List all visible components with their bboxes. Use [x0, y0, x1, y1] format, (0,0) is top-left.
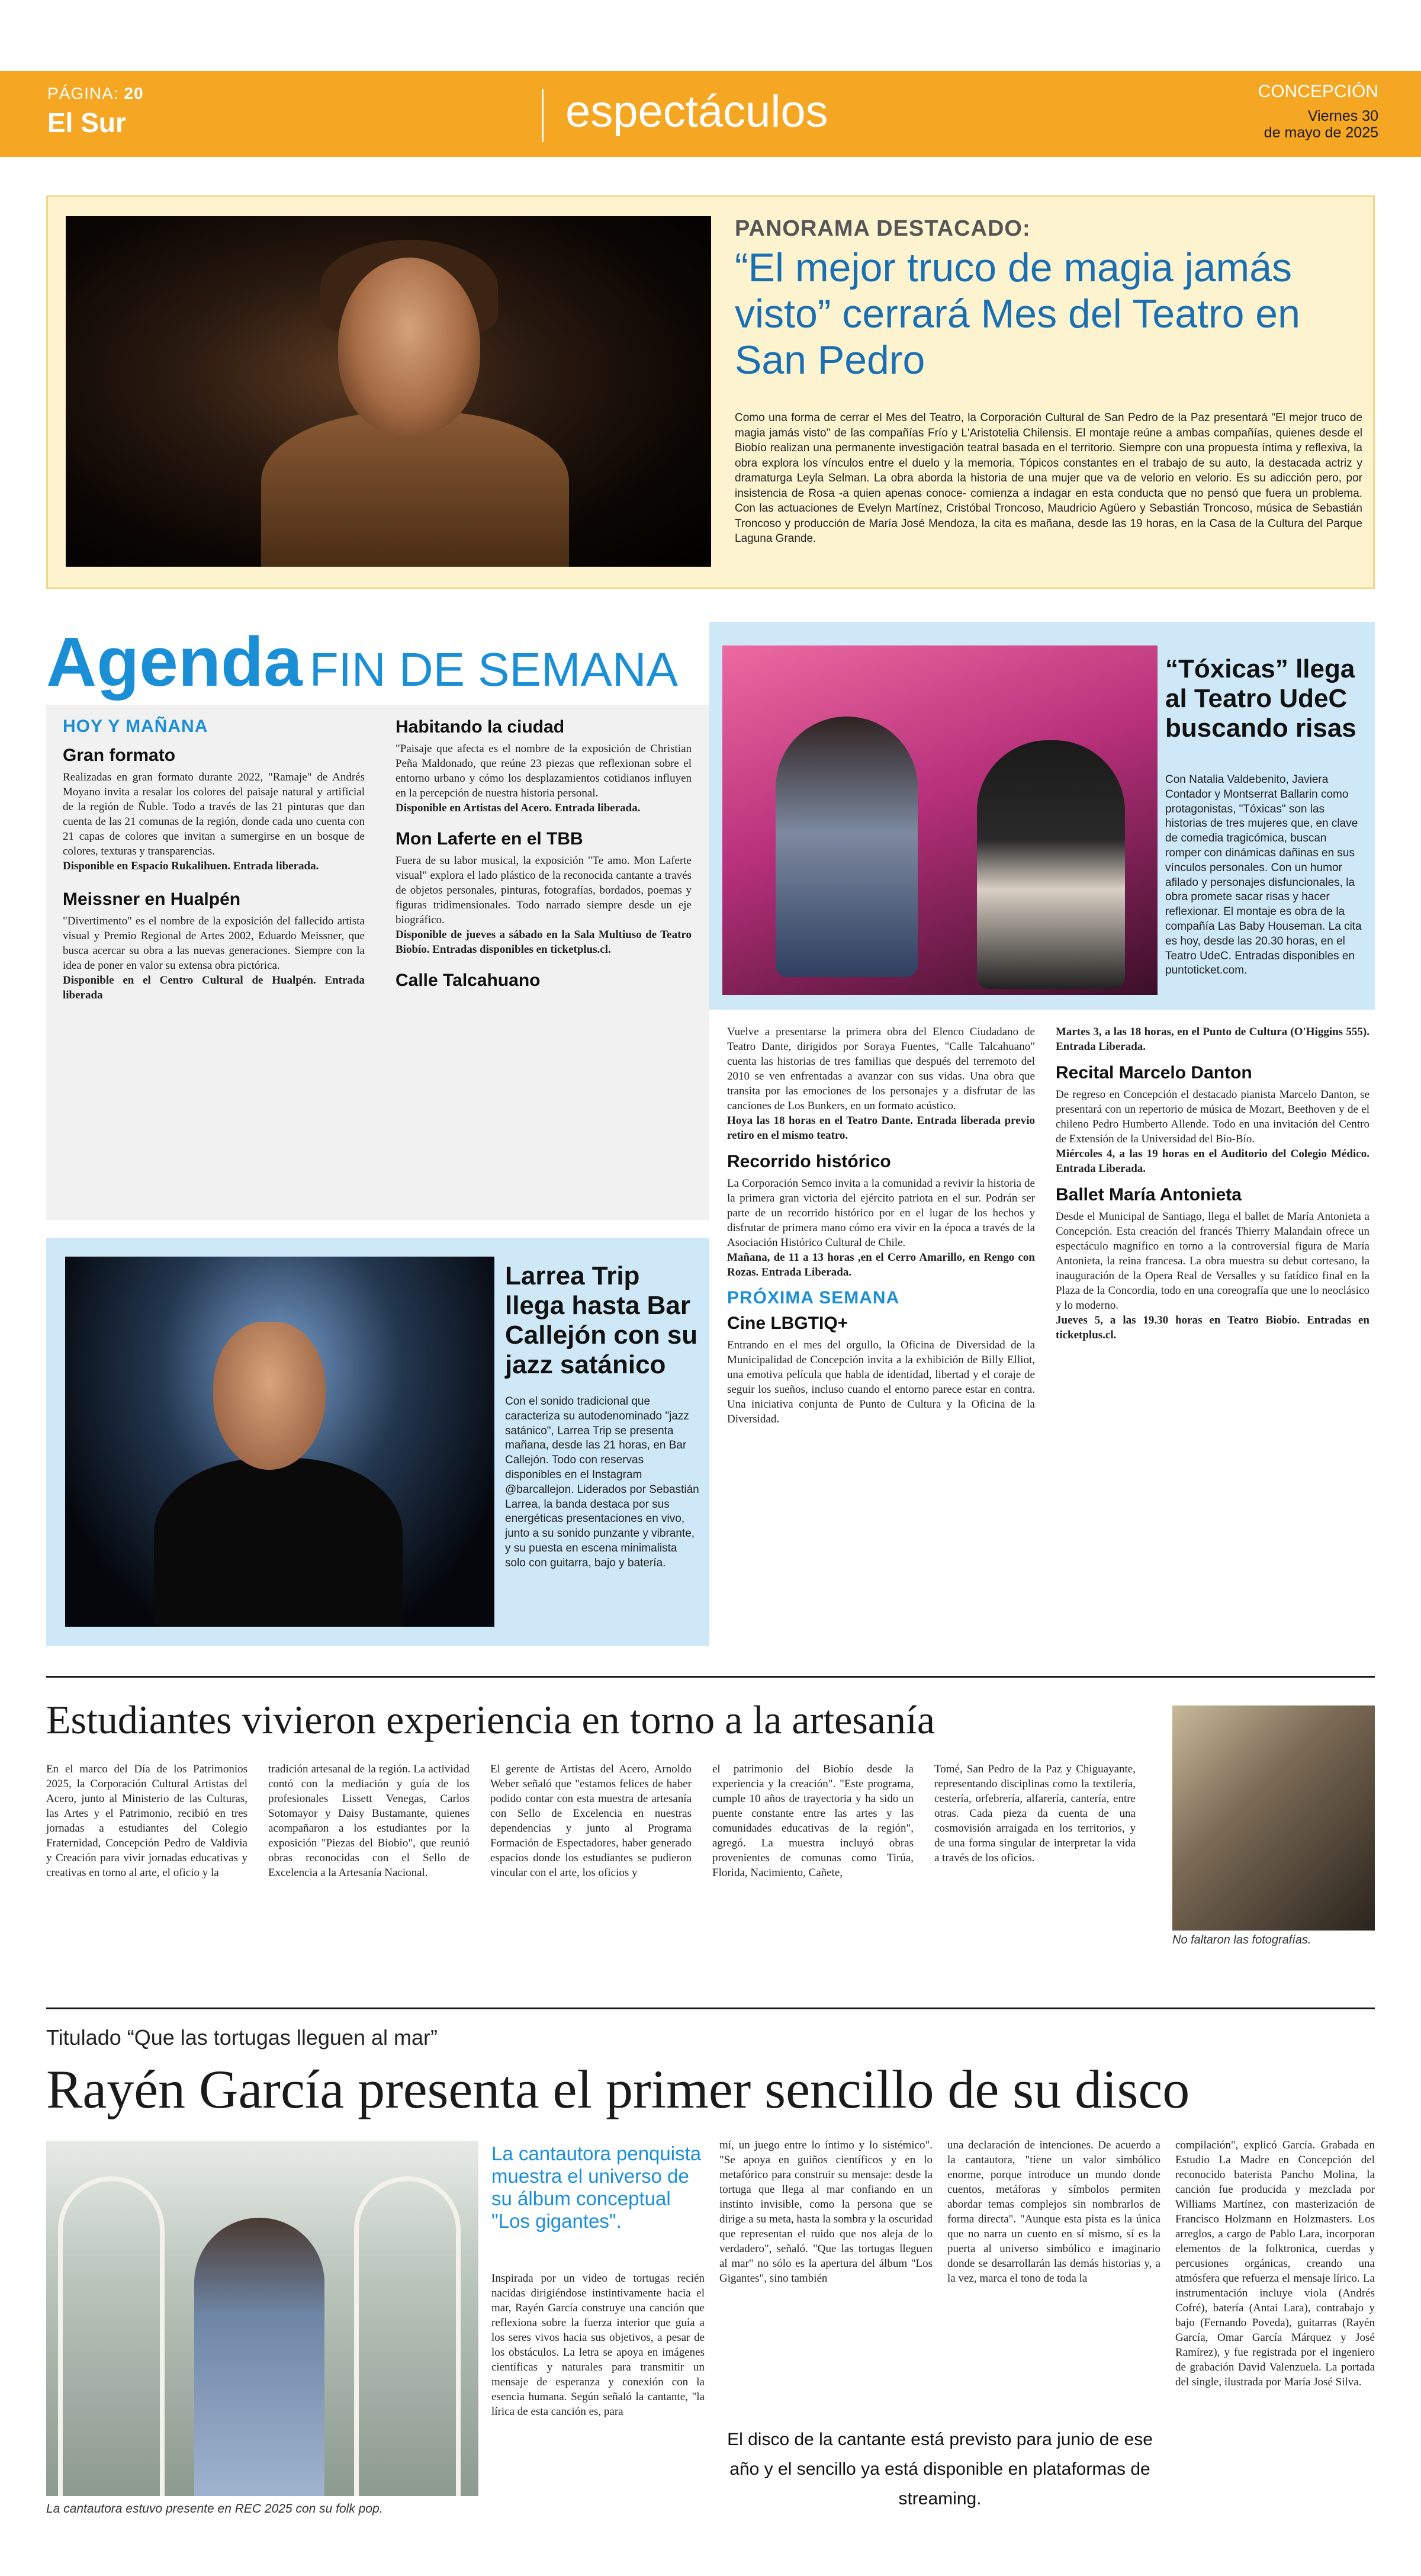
item-body: Entrando en el mes del orgullo, la Oficina de Diversidad de la Municipalidad de Concepción invita a la exhibición de Billy Elliot, una emotiva película que habla de identidad, libertad y el coraje de seguir los sueños, incluso cuando el entorno parece estar en contra. Una iniciativa conjunta de Punto de Cultura y la Oficina de la Diversidad. [727, 1339, 1035, 1425]
article-column: compilación", explicó García. Grabada en Estudio La Madre en Concepción del reconocido baterista Pancho Molina, la canción fue producida y mezclada por Williams Martínez, con masterización de Francisco Holzmann en Holzmasters. Los arreglos, a cargo de Pablo Lara, incorporan elementos de la folktronica, cuerdas y percusiones orgánicas, creando una atmósfera que refuerza el mensaje lírico. La instrumentación incluye viola (Andrés Cofré), batería (Antai Lara), contrabajo y bajo (Fernando Poveda), guitarras (Rayén García, Omar García Márquez y José Ramírez), y fue registrada por el ingeniero de grabación David Valenzuela. La portada del single, ilustrada por María José Silva. [1175, 2139, 1375, 2388]
item-head: Mon Laferte en el TBB [396, 829, 583, 849]
item-head: Calle Talcahuano [396, 971, 541, 990]
article-column: En el marco del Día de los Patrimonios 2025, la Corporación Cultural Artistas del Acero, junto al Ministerio de las Culturas, las Artes y el Patrimonio, recibió en tres jornadas a estudiantes del Colegio Fraternidad, Concepción Pedro de Valdivia y Creación para vivir jornadas educativas y creativas en torno al arte, el oficio y la [46, 1763, 247, 1879]
toxicas-body: Con Natalia Valdebenito, Javiera Contador y Montserrat Ballarin como protagonistas, "Tóxicas" son las historias de tres mujeres que, en clave de comedia tragicómica, buscan romper con dinámicas dañinas en sus vínculos personales. Con un humor afilado y personajes disfuncionales, la obra promete sacar risas y hacer reflexionar. El montaje es obra de la compañía Las Baby Houseman. La cita es hoy, desde las 20.30 horas, en el Teatro UdeC. Entradas disponibles en puntoticket.com. [1165, 773, 1362, 977]
agenda-column-3 [727, 1024, 1035, 1427]
article-column: mí, un juego entre lo íntimo y lo sistémico". "Se apoya en guiños científicos y en lo metafórico para construir su mensaje: desde la tortuga que llega al mar confiando en un instinto invisible, como la persona que se dirige a su meta, hasta la sombra y la oscuridad que representan el ruido que nos aleja de lo verdadero", señaló. "Que las tortugas lleguen al mar" no sólo es la apertura del álbum "Los Gigantes", sino también [719, 2139, 933, 2285]
estudiantes-article [46, 1762, 1142, 1957]
singer-photo [46, 2141, 478, 2496]
agenda-column-4 [1056, 1024, 1369, 1342]
item-body: "Paisaje que afecta es el nombre de la exposición de Christian Peña Maldonado, que reúne 23 piezas que reflexionan sobre el entorno urbano y cómo los desplazamientos cotidianos influyen en la percepción de nuestra historia personal. [396, 743, 692, 799]
section-title: espectáculos [565, 86, 828, 137]
agenda-title: Agenda FIN DE SEMANA [46, 623, 679, 701]
agenda-listing-box [46, 705, 709, 1220]
agenda-column-2 [396, 717, 692, 995]
toxicas-headline: “Tóxicas” llega al Teatro UdeC buscando risas [1165, 654, 1356, 743]
larrea-feature [46, 1238, 709, 1646]
rayen-kicker: Titulado “Que las tortugas lleguen al mar” [46, 2025, 438, 2050]
item-body: De regreso en Concepción el destacado pianista Marcelo Danton, se presentará con un repertorio de música de Mozart, Beethoven y de el chileno Pedro Humberto Allende. Todo en una invitación del Centro de Extensión de la Universidad del Bío-Bío. [1056, 1088, 1369, 1145]
page-header [0, 71, 1421, 157]
item-head: Cine LBGTIQ+ [727, 1313, 848, 1333]
rayen-headline: Rayén García presenta el primer sencillo de su disco [46, 2059, 1190, 2119]
item-body: La Corporación Semco invita a la comunidad a revivir la historia de la primera gran victoria del ejército patriota en el sur. Podrán ser parte de un recorrido histórico por en el lugar de los hechos y disfrutar de primera mano cómo era vivir en la época a través de la Asociación Histórico Cultural de Chile. [727, 1177, 1035, 1249]
item-info: Mañana, de 11 a 13 horas ,en el Cerro Amarillo, en Rengo con Rozas. Entrada Liberada. [727, 1251, 1035, 1279]
article-column: tradición artesanal de la región. La actividad contó con la mediación y guía de los profesionales Lissett Venegas, Carlos Sotomayor y Daisy Bustamante, quienes acompañaron a los estudiantes por la exposición "Piezas del Biobío", que reunió obras reconocidas con el Sello de Excelencia a la Artesanía Nacional. [268, 1763, 470, 1879]
item-body: Realizadas en gran formato durante 2022, "Ramaje" de Andrés Moyano invita a resalar los colores del paisaje natural y artificial de la región de Ñuble. Todo a través de las 21 pinturas que dan cuenta de las 21 comunas de la región, donde cada uno cuenta con 21 capas de colores que invitan a sumergirse en un bosque de colores, texturas y transparencias. [63, 771, 365, 857]
today-kicker: HOY Y MAÑANA [63, 717, 208, 736]
header-divider [542, 89, 544, 142]
city-label: CONCEPCIÓN [1258, 82, 1378, 101]
actress-photo [66, 216, 711, 567]
page-number: 20 [124, 84, 144, 102]
item-head: Ballet María Antonieta [1056, 1185, 1242, 1205]
larrea-body: Con el sonido tradicional que caracteriza su autodenominado "jazz satánico", Larrea Trip se presenta mañana, desde las 21 horas, en Bar Callejón. Todo con reservas disponibles en el Instagram @barcallejon. Liderados por Sebastián Larrea, la banda destaca por sus energéticas presentaciones en vivo, junto a su sonido punzante y vibrante, y su puesta en escena minimalista solo con guitarra, bajo y batería. [505, 1395, 699, 1569]
panorama-body: Como una forma de cerrar el Mes del Teatro, la Corporación Cultural de San Pedro de la Paz presentará "El mejor truco de magia jamás visto" de las compañías Frío y L'Aristotelia Chilensis. El montaje reúne a ambas compañías, quienes desde el Biobío realizan una permanente investigación teatral basada en el territorio. Siempre con una propuesta íntima y reflexiva, la obra explora los vínculos entre el duelo y la memoria. Tópicos constantes en el trabajo de su auto, la destacada actriz y dramaturga Leyla Selman. La obra aborda la historia de una mujer que va de velorio en velorio. Es su adicción pero, por insistencia de Rosa -a quien apenas conoce- comienza a indagar en esta conducta que no pensó que fuera un problema. Con las actuaciones de Evelyn Martínez, Cristóbal Troncoso, Maudricio Agüero y Sebastián Troncoso, música de Sebastián Troncoso y producción de María José Mendoza, la cita es mañana, desde las 19 horas, en la Casa de la Cultura del Parque Laguna Grande. [735, 412, 1362, 545]
article-column: El gerente de Artistas del Acero, Arnoldo Weber señaló que "estamos felices de haber podido contar con esta muestra de artesanía con Sello de Excelencia en nuestras dependencias y junto al Programa Formación de Espectadores, haber generado espacios donde los estudiantes se pudieron vincular con el arte, los oficios y [490, 1763, 692, 1879]
item-info: Jueves 5, a las 19.30 horas en Teatro Biobío. Entradas en ticketplus.cl. [1056, 1314, 1369, 1341]
students-photo [1172, 1705, 1375, 1931]
date-label: Viernes 30 de mayo de 2025 [1264, 108, 1378, 141]
agenda-column-1 [63, 717, 365, 1003]
singer-photo [65, 1257, 494, 1627]
article-column: el patrimonio del Biobío desde la experiencia y la creación". "Este programa, cumple 10 años de trayectoria y ha sido un puente constante entre las artes y las comunidades educativas de la región", agregó. La muestra incluyó obras provenientes de comunas como Tirúa, Florida, Nacimiento, Cañete, [712, 1763, 914, 1879]
next-week-kicker: PRÓXIMA SEMANA [727, 1288, 900, 1308]
section-divider [46, 2008, 1375, 2009]
newspaper-name: El Sur [47, 107, 126, 138]
toxicas-photo [722, 645, 1158, 995]
article-column: Tomé, San Pedro de la Paz y Chiguayante, representando disciplinas como la textilería, cestería, orfebrería, alfarería, cantería, entre otras. Cada pieza da cuenta de una cosmovisión arraigada en los territorios, y de una forma singular de interpretar la vida a través de los oficios. [934, 1763, 1136, 1864]
item-info: Disponible en el Centro Cultural de Hualpén. Entrada liberada [63, 974, 365, 1001]
item-body: Fuera de su labor musical, la exposición "Te amo. Mon Laferte visual" explora el lado plástico de la reconocida cantante a través de objetos personales, pinturas, fotografías, bordados, poemas y figuras tridimensionales. Todo narrado siempre desde un eje biográfico. [396, 855, 692, 926]
agenda-section [46, 622, 1375, 1646]
item-head: Recorrido histórico [727, 1152, 891, 1171]
item-body: Desde el Municipal de Santiago, llega el ballet de María Antonieta a Concepción. Esta creación del francés Thierry Malandain ofrece un espectáculo magnífico en torno a la controversial figura de María Antonieta, la reina francesa. La obra muestra su debut cortesano, la inauguración de la Opera Real de Versalles y su fatídico final en la Plaza de la Concordia, todo en una coreografía que une lo neoclásico y lo moderno. [1056, 1210, 1369, 1312]
item-head: Gran formato [63, 746, 176, 765]
panorama-headline: “El mejor truco de magia jamás visto” cerrará Mes del Teatro en San Pedro [735, 245, 1300, 383]
panorama-kicker: PANORAMA DESTACADO: [735, 216, 1031, 241]
estudiantes-headline: Estudiantes vivieron experiencia en torno a la artesanía [46, 1697, 935, 1742]
item-head: Recital Marcelo Danton [1056, 1063, 1252, 1083]
item-head: Habitando la ciudad [396, 717, 565, 737]
page-label: PÁGINA: 20 [47, 84, 144, 102]
agenda-title-suffix: FIN DE SEMANA [309, 643, 679, 696]
item-body: "Divertimento" es el nombre de la exposición del fallecido artista visual y Premio Regional de Artes 2002, Eduardo Meissner, que busca acercar su obra a las nuevas generaciones. Siempre con la idea de poner en valor su extensa obra pictórica. [63, 915, 365, 972]
item-info: Disponible en Artistas del Acero. Entrada liberada. [396, 802, 641, 814]
section-divider [46, 1676, 1375, 1678]
item-info: Martes 3, a las 18 horas, en el Punto de Cultura (O'Higgins 555). Entrada Liberada. [1056, 1026, 1369, 1053]
item-info: Disponible de jueves a sábado en la Sala Multiuso de Teatro Biobío. Entradas disponibles en ticketplus.cl. [396, 929, 692, 956]
item-body: Vuelve a presentarse la primera obra del Elenco Ciudadano de Teatro Dante, dirigidos por Soraya Fuentes, "Calle Talcahuano" cuenta las historias de tres familias que después del terremoto del 2010 se ven enfrentadas a avanzar con sus vidas. Una obra que transita por las emociones de los personajes y a disfrutar de las canciones de Los Bunkers, en un formato acústico. [727, 1026, 1035, 1112]
item-head: Meissner en Hualpén [63, 889, 241, 909]
photo-caption: La cantautora estuvo presente en REC 2025 con su folk pop. [46, 2502, 383, 2516]
pull-quote: El disco de la cantante está previsto para junio de ese año y el sencillo ya está disponible en plataformas de streaming. [727, 2430, 1153, 2508]
toxicas-feature [709, 622, 1375, 1010]
item-info: Disponible en Espacio Rukalihuen. Entrada liberada. [63, 860, 319, 872]
item-info: Hoya las 18 horas en el Teatro Dante. Entrada liberada previo retiro en el mismo teatro. [727, 1114, 1035, 1142]
item-info: Miércoles 4, a las 19 horas en el Auditorio del Colegio Médico. Entrada Liberada. [1056, 1148, 1369, 1175]
article-column: Inspirada por un video de tortugas recién nacidas dirigiéndose instintivamente hacia el mar, Rayén García construye una canción que reflexiona sobre la fuerza interior que guía a los seres vivos hacia sus objetivos, a pesar de los obstáculos. La letra se apoya en imágenes científicas y naturales para transmitir un mensaje de esperanza y conexión con la esencia humana. Según señaló la cantante, "la lírica de esta canción es, para [491, 2272, 705, 2418]
featured-panorama [46, 195, 1375, 589]
photo-caption: No faltaron las fotografías. [1172, 1933, 1311, 1947]
article-column: una declaración de intenciones. De acuerdo a la cantautora, "tiene un valor simbólico enorme, porque introduce un mundo donde cuentos, metáforas y símbolos permiten abordar temas complejos sin nombrarlos de forma directa". "Aunque esta pista es la única que no narra un cuento en sí mismo, sí es la puerta al universo simbólico e imaginario donde se desarrollarán las demás historias y, a la vez, marca el tono de toda la [947, 2139, 1160, 2285]
larrea-headline: Larrea Trip llega hasta Bar Callejón con su jazz satánico [505, 1261, 698, 1379]
rayen-subtitle: La cantautora penquista muestra el universo de su álbum conceptual "Los gigantes". [491, 2143, 702, 2232]
